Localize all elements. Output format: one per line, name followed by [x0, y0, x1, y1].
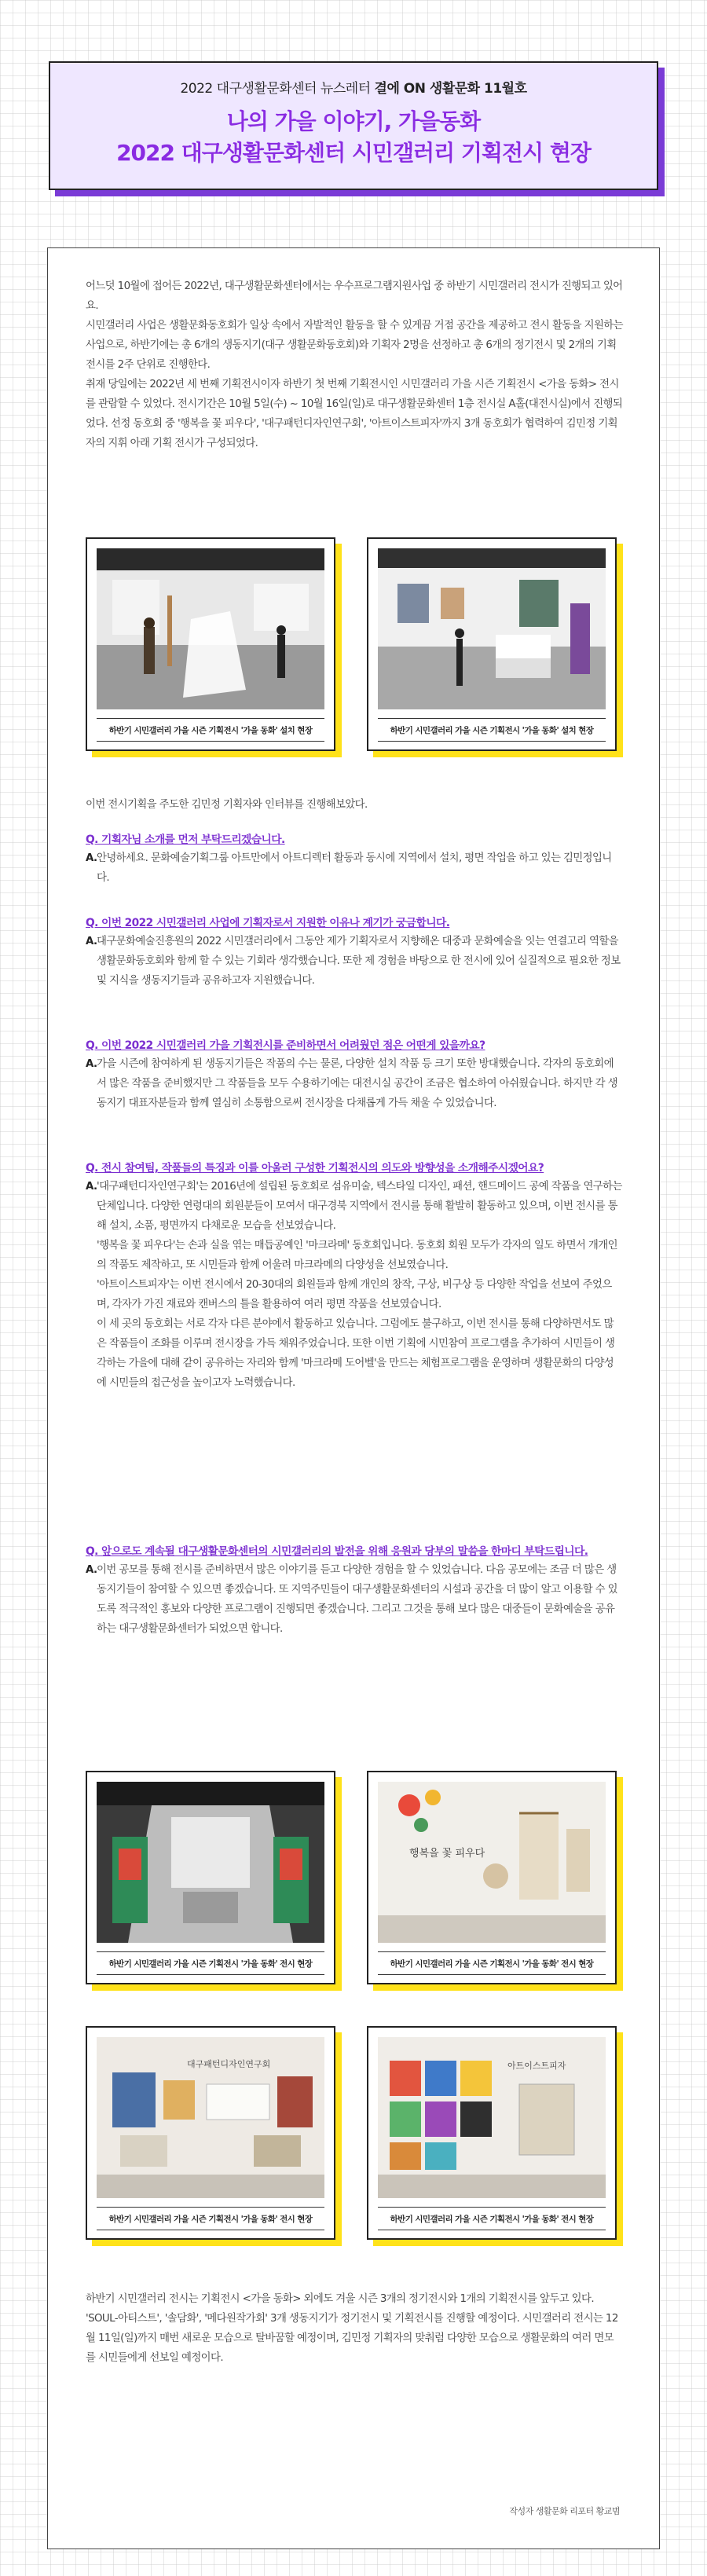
interview-intro-section — [86, 795, 623, 815]
answer-paragraph: '아트이스트피자'는 이번 전시에서 20-30대의 회원들과 함께 개인의 창작, 구상, 비구상 등 다양한 작업을 선보여 주었으며, 각자가 가진 재료와 캔버스의 틀을 활용하여 여러 평면 작품을 선보였습니다. — [97, 1279, 612, 1310]
header-subtitle-prefix: 2022 대구생활문화센터 뉴스레터 — [180, 81, 375, 97]
photo-caption-box — [97, 1951, 324, 1975]
photo-install-1 — [97, 548, 324, 709]
answer-mark: A. — [86, 936, 97, 947]
header-box — [49, 61, 658, 190]
question: Q. 기획자님 소개를 먼저 부탁드리겠습니다. — [86, 834, 285, 846]
qa-block-2 — [86, 914, 623, 991]
art-wall-sign: 아트이스트피자 — [507, 2061, 566, 2071]
photo-card — [86, 1771, 335, 1991]
photo-card — [86, 537, 335, 757]
photo-caption: 하반기 시민갤러리 가을 시즌 기획전시 '가을 동화' 설치 현장 — [390, 725, 594, 735]
author-credit: 작성자 생활문화 리포터 황교범 — [509, 2506, 620, 2516]
pattern-wall-sign: 대구패턴디자인연구회 — [187, 2059, 271, 2069]
photo-caption: 하반기 시민갤러리 가을 시즌 기획전시 '가을 동화' 전시 현장 — [390, 1959, 594, 1969]
newsletter-header — [49, 61, 658, 196]
answer-mark: A. — [86, 852, 97, 864]
answer-text: 가을 시즌에 참여하게 된 생동지기들은 작품의 수는 물론, 다양한 설치 작품 등 크기 또한 방대했습니다. 각자의 동호회에서 많은 작품을 준비했지만 그 작품들을 모두 수용하기에는 대전시실 공간이 조금은 협소하여 아쉬웠습니다. 하지만 각 생동지기 대표자분들과 함께 열심히 소통함으로써 전시장을 다채롭게 가득 채울 수 있었습니다. — [97, 1058, 617, 1109]
photo-install-2 — [378, 548, 606, 709]
question: Q. 전시 참여팀, 작품들의 특징과 이를 아울러 구성한 기획전시의 의도와 방향성을 소개해주시겠어요? — [86, 1162, 544, 1174]
answer-paragraph: '대구패턴디자인연구회'는 2016년에 설립된 동호회로 섬유미술, 텍스타일 디자인, 패션, 핸드메이드 공예 작품을 연구하는 단체입니다. 다양한 연령대의 회원분들이 모여서 대구경북 지역에서 전시를 통해 활발히 활동하고 있으며, 이번 전시를 통해 설치, 소품, 평면까지 다채로운 모습을 선보였습니다. — [97, 1181, 622, 1232]
photo-card — [86, 2026, 335, 2246]
answer — [86, 932, 623, 991]
closing-section — [86, 2289, 623, 2368]
answer-paragraph: '행복을 꽃 피우다'는 손과 실을 엮는 매듭공예인 '마크라메' 동호회입니다. 동호회 회원 모두가 각자의 일도 하면서 개개인의 작품도 제작하고, 또 시민들과 함께 어울려 마크라메의 다양성을 선보였습니다. — [97, 1240, 617, 1271]
header-subtitle — [50, 77, 657, 97]
photo-frame — [86, 2026, 335, 2240]
answer-text — [97, 1177, 623, 1393]
qa-block-1 — [86, 831, 623, 888]
question: Q. 앞으로도 계속될 대구생활문화센터의 시민갤러리의 발전을 위해 응원과 당부의 말씀을 한마디 부탁드립니다. — [86, 1545, 588, 1558]
answer — [86, 1177, 623, 1393]
photo-row-bottom-2 — [86, 2026, 623, 2246]
answer-text: 이번 공모를 통해 전시를 준비하면서 많은 이야기를 듣고 다양한 경험을 할 수 있었습니다. 다음 공모에는 조금 더 많은 생동지기들이 참여할 수 있으면 좋겠습니다. 또 지역주민들이 대구생활문화센터의 시설과 공간을 더 많이 알고 이용할 수 있도록 적극적인 홍보와 다양한 프로그램이 진행되면 좋겠습니다. 그리고 그것을 통해 보다 많은 대중들이 문화예술을 공유하는 대구생활문화센터가 되었으면 합니다. — [97, 1564, 617, 1635]
photo-card — [367, 2026, 617, 2246]
answer — [86, 848, 623, 888]
title-line-1: 나의 가을 이야기, 가을동화 — [226, 108, 481, 134]
photo-caption-box — [378, 1951, 606, 1975]
intro-section — [86, 277, 623, 453]
answer-mark: A. — [86, 1564, 97, 1576]
photo-caption: 하반기 시민갤러리 가을 시즌 기획전시 '가을 동화' 전시 현장 — [390, 2214, 594, 2224]
article-content — [47, 247, 660, 2549]
page-title — [50, 106, 657, 169]
photo-entrance — [97, 1782, 324, 1943]
qa-block-5 — [86, 1543, 623, 1639]
photo-frame — [86, 537, 335, 751]
photo-caption: 하반기 시민갤러리 가을 시즌 기획전시 '가을 동화' 설치 현장 — [108, 725, 313, 735]
photo-caption-box — [97, 718, 324, 742]
photo-frame — [86, 1771, 335, 1984]
answer-text: 안녕하세요. 문화예술기획그룹 아트만에서 아트디렉터 활동과 동시에 지역에서 설치, 평면 작업을 하고 있는 김민정입니다. — [97, 852, 612, 884]
photo-row-bottom-1 — [86, 1771, 623, 1991]
answer — [86, 1054, 623, 1113]
question: Q. 이번 2022 시민갤러리 가을 기획전시를 준비하면서 어려웠던 점은 어떤게 있을까요? — [86, 1039, 485, 1052]
answer — [86, 1560, 623, 1639]
qa-block-4 — [86, 1160, 623, 1393]
intro-paragraph-2: 시민갤러리 사업은 생활문화동호회가 일상 속에서 자발적인 활동을 할 수 있게끔 거점 공간을 제공하고 전시 활동을 지원하는 사업으로, 하반기에는 총 6개의 생동지기(대구 생활문화동호회)와 기획자 2명을 선정하고 총 6개의 정기전시 및 2개의 기획전시를 2주 단위로 진행한다. — [86, 320, 623, 371]
photo-art-wall — [378, 2037, 606, 2198]
photo-pattern-wall — [97, 2037, 324, 2198]
photo-caption-box — [378, 718, 606, 742]
qa-block-3 — [86, 1037, 623, 1113]
photo-row-top — [86, 537, 623, 757]
closing-paragraph: 하반기 시민갤러리 전시는 기획전시 <가을 동화> 외에도 겨울 시즌 3개의 정기전시와 1개의 기획전시를 앞두고 있다. 'SOUL-아티스트', '솔담화', '메다원작가회' 3개 생동지기가 정기전시 및 기획전시를 진행할 예정이다. 시민갤러리 전시는 12월 11일(일)까지 매번 새로운 모습으로 탈바꿈할 예정이며, 김민정 기획자의 맞춰럼 다양한 모습으로 생활문화의 여러 면모를 시민들에게 선보일 예정이다. — [86, 2293, 618, 2364]
photo-caption-box — [97, 2207, 324, 2230]
answer-mark: A. — [86, 1181, 97, 1193]
answer-paragraph: 이 세 곳의 동호회는 서로 각자 다른 분야에서 활동하고 있습니다. 그럼에도 불구하고, 이번 전시를 통해 다양하면서도 많은 작품들이 조화를 이루며 전시장을 가득 채워주었습니다. 또한 이번 기획에 시민참여 프로그램을 추가하여 시민들이 생각하는 가을에 대해 같이 공유하는 자리와 함께 '마크라메 도어벨'을 만드는 체험프로그램을 운영하며 생활문화의 다양성에 시민들의 접근성을 높이고자 노력했습니다. — [97, 1318, 615, 1389]
photo-caption: 하반기 시민갤러리 가을 시즌 기획전시 '가을 동화' 전시 현장 — [108, 2214, 313, 2224]
header-subtitle-bold: 결에 ON 생활문화 11월호 — [374, 81, 527, 97]
photo-card — [367, 1771, 617, 1991]
answer-text: 대구문화예술진흥원의 2022 시민갤러리에서 그동안 제가 기획자로서 지향해온 대중과 문화예술을 잇는 연결고리 역할을 생활문화동호회와 함께 할 수 있는 기회라 생각했습니다. 또한 제 경험을 바탕으로 한 전시에 있어 실질적으로 필요한 정보 및 지식을 생동지기들과 공유하고자 지원했습니다. — [97, 936, 621, 987]
interview-intro: 이번 전시기획을 주도한 김민정 기획자와 인터뷰를 진행해보았다. — [86, 799, 368, 811]
question: Q. 이번 2022 시민갤러리 사업에 기획자로서 지원한 이유나 계기가 궁금합니다. — [86, 917, 450, 929]
photo-frame — [367, 1771, 617, 1984]
answer-mark: A. — [86, 1058, 97, 1070]
photo-caption: 하반기 시민갤러리 가을 시즌 기획전시 '가을 동화' 전시 현장 — [108, 1959, 313, 1969]
photo-caption-box — [378, 2207, 606, 2230]
photo-frame — [367, 2026, 617, 2240]
photo-frame — [367, 537, 617, 751]
photo-macrame-wall — [378, 1782, 606, 1943]
macrame-wall-sign: 행복을 꽃 피우다 — [409, 1848, 485, 1860]
intro-paragraph-3: 취재 당일에는 2022년 세 번째 기획전시이자 하반기 첫 번째 기획전시인 시민갤러리 가을 시즌 기획전시 <가을 동화> 전시를 관람할 수 있었다. 전시기간은 10월 5일(수) ~ 10월 16일(일)로 대구생활문화센터 1층 전시실 A홀(대전시실)에서 진행되었다. 선정 동호회 중 '행복을 꽃 피우다', '대구패턴디자인연구회', '아트이스트피자'까지 3개 동호회가 협력하여 김민정 기획자의 지휘 아래 기획 전시가 구성되었다. — [86, 379, 623, 449]
intro-paragraph-1: 어느덧 10월에 접어든 2022년, 대구생활문화센터에서는 우수프로그램지원사업 중 하반기 시민갤러리 전시가 진행되고 있어요. — [86, 280, 623, 312]
title-line-2: 2022 대구생활문화센터 시민갤러리 기획전시 현장 — [116, 140, 591, 166]
photo-card — [367, 537, 617, 757]
